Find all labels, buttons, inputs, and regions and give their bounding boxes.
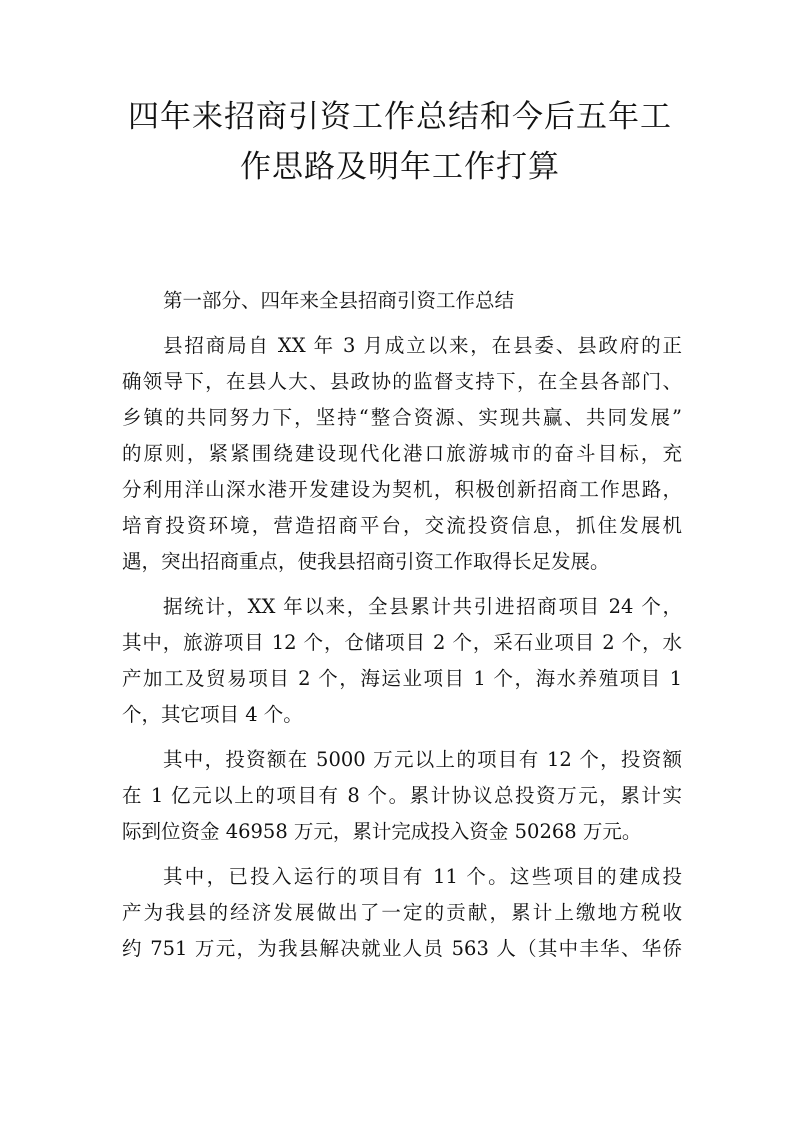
paragraph-line: 际到位资金 46958 万元，累计完成投入资金 50268 万元。: [122, 820, 642, 843]
document-body: [122, 283, 682, 967]
paragraph-line: 个，其它项目 4 个。: [122, 703, 303, 726]
paragraph-1: [122, 328, 682, 580]
paragraph-line: 在 1 亿元以上的项目有 8 个。累计协议总投资万元，累计实: [122, 784, 682, 807]
spacer: [122, 850, 682, 859]
paragraph-line: 产为我县的经济发展做出了一定的贡献，累计上缴地方税收: [122, 901, 682, 924]
paragraph-line: 县招商局自 XX 年 3 月成立以来，在县委、县政府的正: [163, 334, 682, 357]
document-title: [110, 92, 690, 192]
paragraph-line: 其中，已投入运行的项目有 11 个。这些项目的建成投: [163, 865, 682, 888]
paragraph-line: 乡镇的共同努力下，坚持“整合资源、实现共赢、共同发展”: [122, 406, 682, 429]
paragraph-line: 产加工及贸易项目 2 个，海运业项目 1 个，海水养殖项目 1: [122, 667, 682, 690]
paragraph-line: 遇，突出招商重点，使我县招商引资工作取得长足发展。: [122, 550, 610, 573]
paragraph-line: 的原则，紧紧围绕建设现代化港口旅游城市的奋斗目标，充: [122, 442, 682, 465]
paragraph-line: 分利用洋山深水港开发建设为契机，积极创新招商工作思路，: [122, 478, 682, 501]
paragraph-2: [122, 589, 682, 733]
spacer: [122, 733, 682, 742]
paragraph-line: 其中，旅游项目 12 个，仓储项目 2 个，采石业项目 2 个，水: [122, 631, 682, 654]
paragraph-3: [122, 742, 682, 850]
section-heading: 第一部分、四年来全县招商引资工作总结: [163, 289, 515, 312]
paragraph-line: 其中，投资额在 5000 万元以上的项目有 12 个，投资额: [163, 748, 682, 771]
spacer: [122, 319, 682, 328]
paragraph-line: 约 751 万元，为我县解决就业人员 563 人（其中丰华、华侨: [122, 937, 682, 960]
paragraph-line: 据统计，XX 年以来，全县累计共引进招商项目 24 个，: [163, 595, 682, 618]
title-line-2: 作思路及明年工作打算: [240, 149, 560, 185]
paragraph-line: 确领导下，在县人大、县政协的监督支持下，在全县各部门、: [122, 370, 682, 393]
title-line-1: 四年来招商引资工作总结和今后五年工: [128, 99, 672, 135]
paragraph-line: 培育投资环境，营造招商平台，交流投资信息，抓住发展机: [122, 514, 682, 537]
spacer: [122, 580, 682, 589]
paragraph-4: [122, 859, 682, 967]
